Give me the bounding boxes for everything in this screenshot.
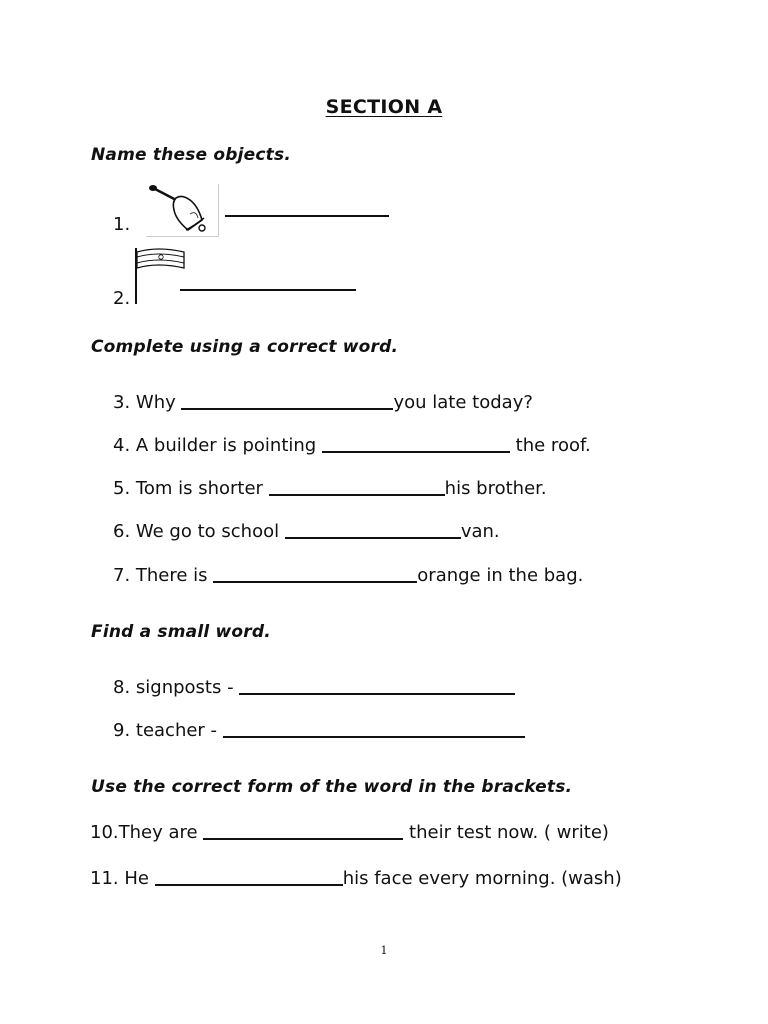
question-text: 6. We go to school [113,521,285,542]
question-8 [113,677,515,698]
answer-blank[interactable] [285,536,461,539]
question-text-end: van. [460,521,500,542]
question-text-end: the roof. [509,435,591,456]
question-6 [113,521,500,542]
question-number: 2. [113,288,131,309]
answer-line-2[interactable] [180,288,356,294]
flag-icon [130,244,190,306]
question-text: 11. He [90,868,155,889]
question-text-end: you late today? [393,392,533,413]
instruction-complete-word: Complete using a correct word. [91,337,399,357]
question-9 [113,720,525,741]
answer-blank[interactable] [223,735,525,738]
answer-blank[interactable] [155,883,343,886]
question-10 [90,822,609,843]
question-7 [113,565,583,586]
question-text: 7. There is [113,565,214,586]
question-2 [113,288,130,309]
instruction-correct-form: Use the correct form of the word in the brackets. [91,777,573,797]
answer-blank[interactable] [269,493,445,496]
question-text: 4. A builder is pointing [113,435,322,456]
answer-line-1[interactable] [225,214,389,220]
instruction-small-word: Find a small word. [91,622,271,642]
question-number: 1. [113,214,131,235]
page-number: 1 [380,944,388,957]
bell-icon [146,184,219,237]
answer-blank[interactable] [203,837,403,840]
question-4 [113,435,591,456]
question-3 [113,392,533,413]
question-text: 10.They are [90,822,204,843]
answer-blank[interactable] [181,407,393,410]
instruction-name-objects: Name these objects. [91,145,291,165]
answer-blank[interactable] [239,692,515,695]
question-text-end: orange in the bag. [417,565,584,586]
section-title: SECTION A [325,96,443,118]
question-text: 8. signposts - [113,677,240,698]
answer-blank[interactable] [213,580,417,583]
question-5 [113,478,547,499]
question-text-end: his face every morning. (wash) [342,868,622,889]
question-text: 3. Why [113,392,182,413]
question-1 [113,214,130,235]
question-text-end: his brother. [444,478,547,499]
question-text: 9. teacher - [113,720,223,741]
answer-blank[interactable] [322,450,510,453]
question-11 [90,868,622,889]
question-text: 5. Tom is shorter [113,478,269,499]
question-text-end: their test now. ( write) [403,822,609,843]
